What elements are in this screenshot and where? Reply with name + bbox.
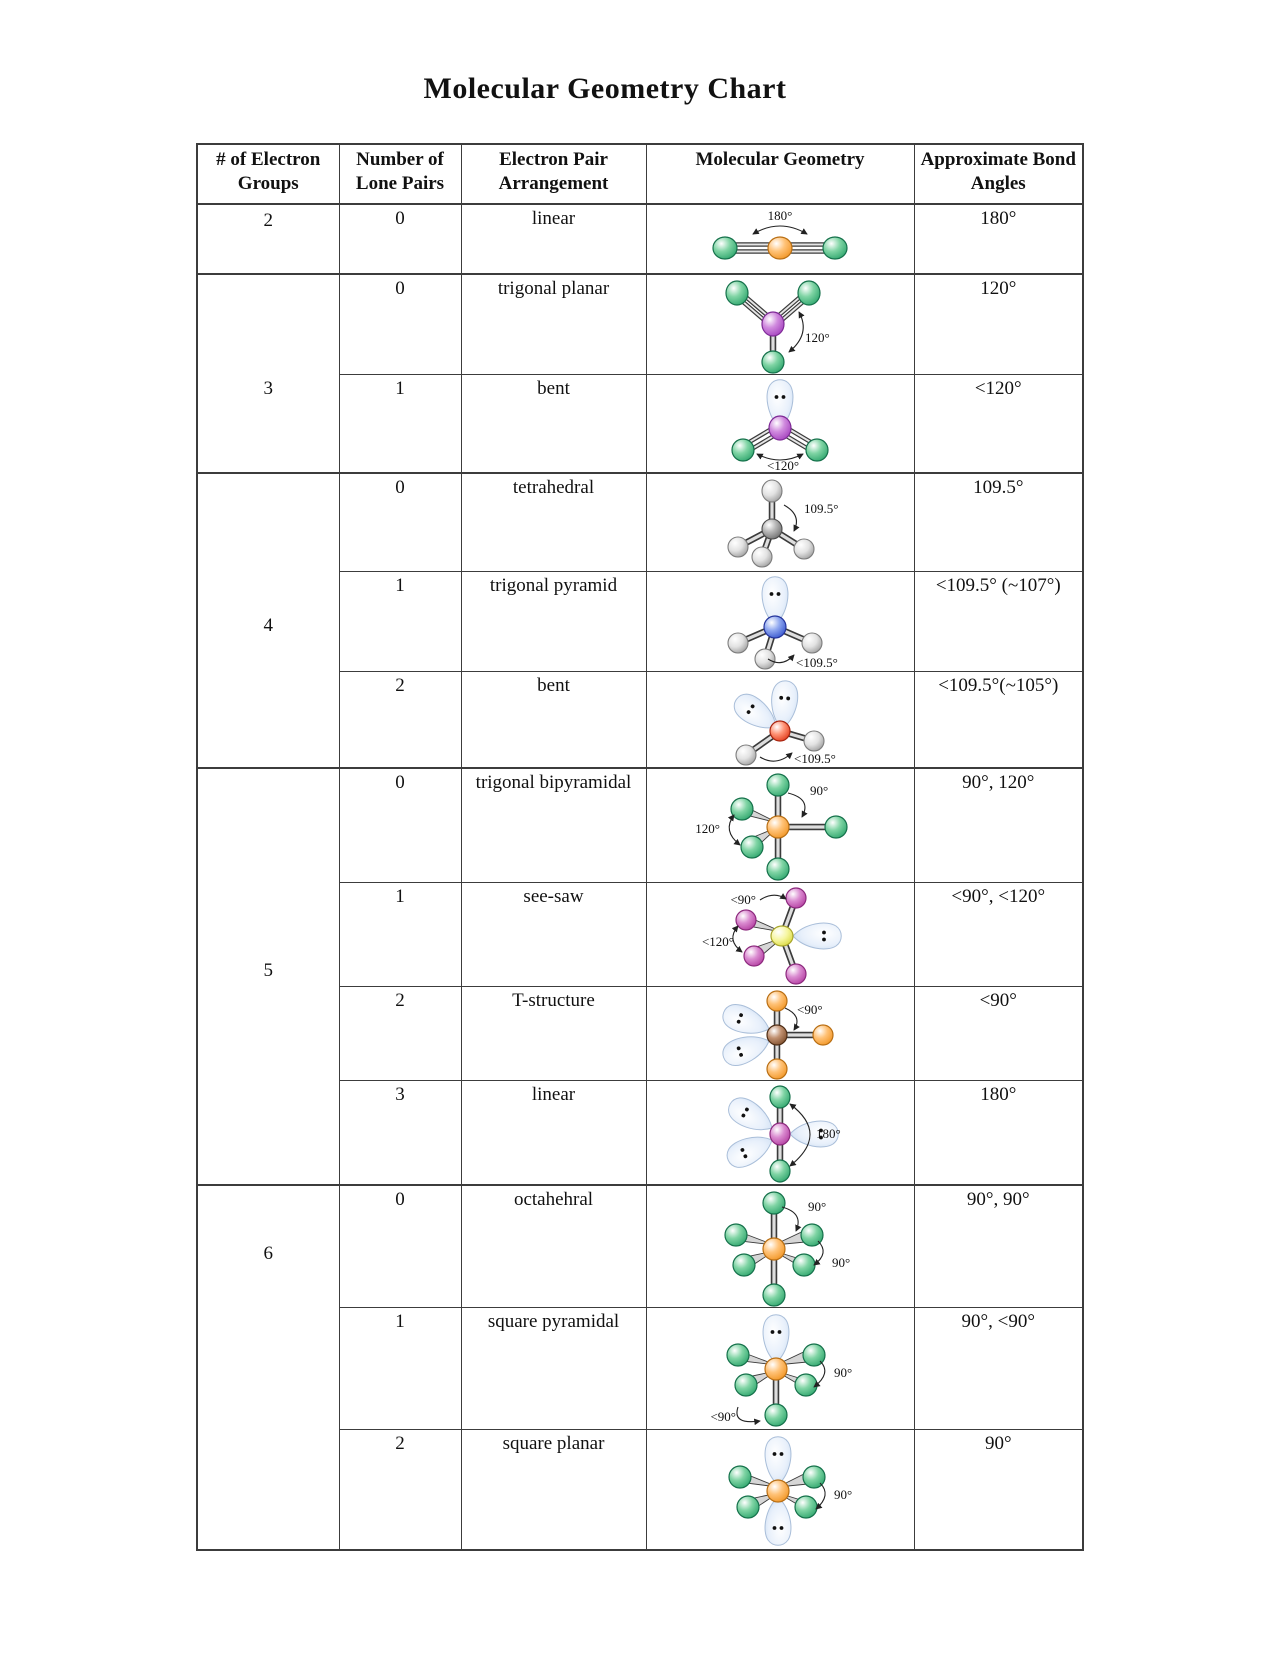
table-row bbox=[197, 473, 1083, 572]
table-row bbox=[197, 1185, 1083, 1308]
arrangement-value: square planar bbox=[461, 1430, 646, 1551]
trigonal-pyramid-molecule-figure bbox=[700, 575, 860, 671]
see-saw-molecule-figure bbox=[690, 886, 870, 986]
trigonal-bipyramidal-molecule-figure bbox=[690, 772, 870, 882]
arrangement-value: octahehral bbox=[461, 1185, 646, 1308]
lone-pairs-value: 2 bbox=[339, 987, 461, 1081]
lone-pair-lobe bbox=[765, 1497, 791, 1545]
angle-annotation: 180° bbox=[816, 1126, 841, 1141]
arrangement-value: bent bbox=[461, 672, 646, 769]
bent-molecule-figure bbox=[705, 378, 855, 472]
lone-pairs-value: 0 bbox=[339, 768, 461, 883]
col-header-bond-angles: Approximate Bond Angles bbox=[914, 144, 1083, 204]
bond-angle-value: 180° bbox=[914, 1081, 1083, 1186]
angle-annotation: 90° bbox=[834, 1487, 853, 1502]
angle-annotation: 90° bbox=[810, 783, 829, 798]
bond-angle-value: <90° bbox=[914, 987, 1083, 1081]
tetrahedral-molecule-figure bbox=[700, 477, 860, 571]
arrangement-value: trigonal planar bbox=[461, 274, 646, 375]
lone-pairs-value: 0 bbox=[339, 274, 461, 375]
lone-pairs-value: 3 bbox=[339, 1081, 461, 1186]
bond-angle-value: <109.5° (~107°) bbox=[914, 572, 1083, 672]
angle-annotation: 180° bbox=[767, 208, 793, 223]
lone-pairs-value: 0 bbox=[339, 204, 461, 274]
angle-annotation: 120° bbox=[805, 330, 830, 345]
geometry-figure-cell bbox=[646, 375, 914, 474]
geometry-figure-cell bbox=[646, 204, 914, 274]
bent-two-lone-pairs-molecule-figure bbox=[700, 675, 860, 767]
lone-pair-lobe bbox=[719, 1000, 773, 1041]
angle-annotation: <109.5° bbox=[796, 655, 838, 670]
bond-angle-value: <90°, <120° bbox=[914, 883, 1083, 987]
geometry-figure-cell bbox=[646, 473, 914, 572]
geometry-figure-cell bbox=[646, 987, 914, 1081]
table-row bbox=[197, 204, 1083, 274]
electron-groups-4: 4 bbox=[197, 473, 339, 768]
bond-angle-value: 180° bbox=[914, 204, 1083, 274]
arrangement-value: bent bbox=[461, 375, 646, 474]
geometry-figure-cell bbox=[646, 1081, 914, 1186]
geometry-figure-cell bbox=[646, 1430, 914, 1551]
angle-annotation: <90° bbox=[710, 1409, 736, 1424]
geometry-figure-cell bbox=[646, 1308, 914, 1430]
col-header-arrangement: Electron Pair Arrangement bbox=[461, 144, 646, 204]
lone-pairs-value: 2 bbox=[339, 672, 461, 769]
bond-angle-value: 109.5° bbox=[914, 473, 1083, 572]
electron-groups-3: 3 bbox=[197, 274, 339, 473]
electron-groups-5: 5 bbox=[197, 768, 339, 1185]
arrangement-value: linear bbox=[461, 204, 646, 274]
lone-pairs-value: 1 bbox=[339, 375, 461, 474]
angle-annotation: <90° bbox=[730, 892, 756, 907]
lone-pairs-value: 1 bbox=[339, 883, 461, 987]
angle-annotation: <120° bbox=[701, 934, 734, 949]
header-row bbox=[197, 144, 1083, 204]
geometry-figure-cell bbox=[646, 883, 914, 987]
page-title: Molecular Geometry Chart bbox=[423, 72, 787, 105]
lone-pair-lobe bbox=[723, 1128, 778, 1172]
arrangement-value: trigonal pyramid bbox=[461, 572, 646, 672]
linear-three-lone-pairs-molecule-figure bbox=[690, 1084, 870, 1184]
geometry-figure-cell bbox=[646, 672, 914, 769]
trigonal-planar-molecule-figure bbox=[705, 278, 855, 374]
col-header-lone-pairs: Number of Lone Pairs bbox=[339, 144, 461, 204]
bond-angle-value: 90°, 90° bbox=[914, 1185, 1083, 1308]
geometry-figure-cell bbox=[646, 1185, 914, 1308]
angle-annotation: <120° bbox=[766, 458, 800, 472]
geometry-figure-cell bbox=[646, 274, 914, 375]
bond-angle-value: <120° bbox=[914, 375, 1083, 474]
lone-pairs-value: 1 bbox=[339, 572, 461, 672]
angle-annotation: <90° bbox=[797, 1002, 823, 1017]
lone-pair-lobe bbox=[765, 1437, 791, 1485]
electron-groups-2: 2 bbox=[197, 204, 339, 274]
arrangement-value: linear bbox=[461, 1081, 646, 1186]
arrangement-value: T-structure bbox=[461, 987, 646, 1081]
linear-molecule-figure bbox=[695, 208, 865, 270]
table-row bbox=[197, 274, 1083, 375]
arrangement-value: trigonal bipyramidal bbox=[461, 768, 646, 883]
lone-pairs-value: 2 bbox=[339, 1430, 461, 1551]
angle-annotation: 90° bbox=[834, 1365, 853, 1380]
arrangement-value: see-saw bbox=[461, 883, 646, 987]
angle-annotation: 90° bbox=[808, 1199, 827, 1214]
square-pyramidal-molecule-figure bbox=[680, 1311, 880, 1429]
bond-angle-value: 90°, <90° bbox=[914, 1308, 1083, 1430]
lone-pair-lobe bbox=[763, 1315, 789, 1363]
electron-groups-6: 6 bbox=[197, 1185, 339, 1550]
lone-pair-lobe bbox=[793, 923, 841, 949]
angle-annotation: 120° bbox=[695, 821, 720, 836]
lone-pair-lobe bbox=[719, 1029, 773, 1070]
col-header-electron-groups: # of Electron Groups bbox=[197, 144, 339, 204]
table-row bbox=[197, 768, 1083, 883]
arrangement-value: tetrahedral bbox=[461, 473, 646, 572]
square-planar-molecule-figure bbox=[690, 1433, 870, 1549]
bond-angle-value: <109.5°(~105°) bbox=[914, 672, 1083, 769]
geometry-figure-cell bbox=[646, 572, 914, 672]
lone-pairs-value: 0 bbox=[339, 473, 461, 572]
angle-annotation: 90° bbox=[832, 1255, 851, 1270]
bond-angle-value: 120° bbox=[914, 274, 1083, 375]
angle-annotation: <109.5° bbox=[794, 751, 836, 766]
col-header-geometry: Molecular Geometry bbox=[646, 144, 914, 204]
geometry-figure-cell bbox=[646, 768, 914, 883]
angle-annotation: 109.5° bbox=[804, 501, 839, 516]
octahedral-molecule-figure bbox=[690, 1189, 870, 1307]
lone-pairs-value: 0 bbox=[339, 1185, 461, 1308]
lone-pairs-value: 1 bbox=[339, 1308, 461, 1430]
t-structure-molecule-figure bbox=[695, 990, 865, 1080]
bond-angle-value: 90°, 120° bbox=[914, 768, 1083, 883]
molecular-geometry-table bbox=[196, 143, 1084, 1551]
arrangement-value: square pyramidal bbox=[461, 1308, 646, 1430]
bond-angle-value: 90° bbox=[914, 1430, 1083, 1551]
